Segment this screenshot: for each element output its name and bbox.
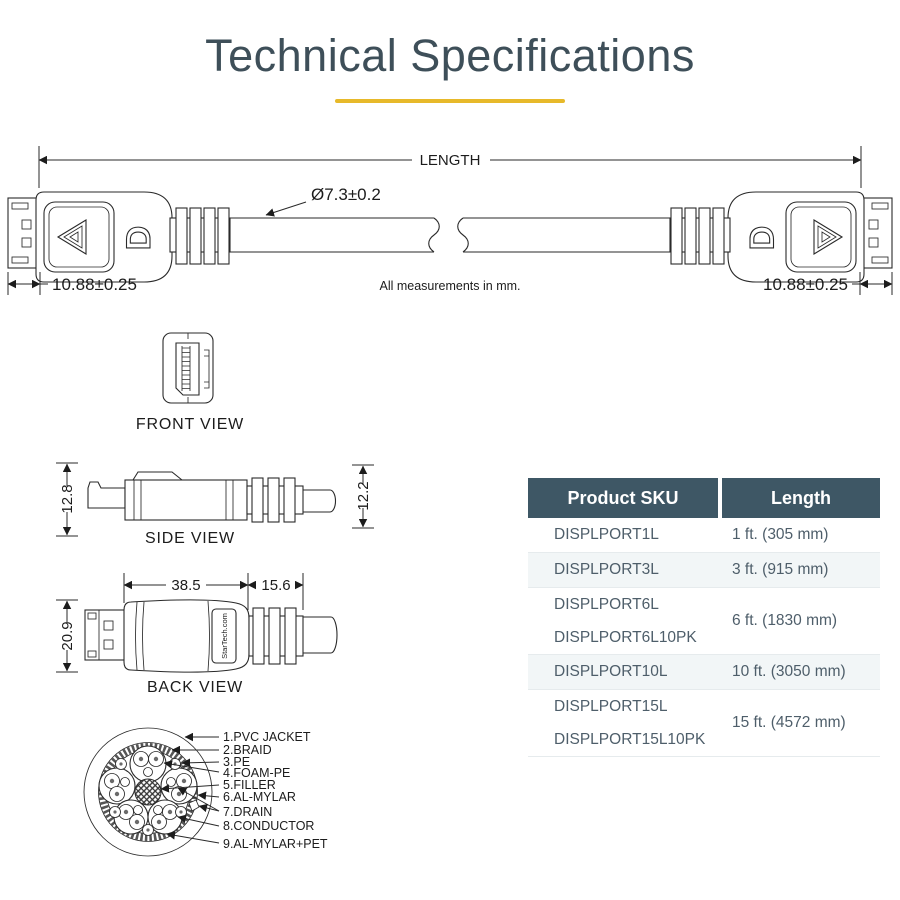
back-height-label: 20.9 [59,621,76,651]
cable-cross-section [84,728,328,856]
sku-value: DISPLPORT15L [554,697,668,715]
accent-divider [335,99,565,103]
label-filler: 5.FILLER [223,778,276,792]
label-drain: 7.DRAIN [223,805,273,819]
brand-label: StarTech.com [220,613,229,659]
back-relief-length-label: 15.6 [261,577,291,594]
table-row [528,588,880,655]
cable-dimension-diagram [0,128,900,303]
sku-value: DISPLPORT15L10PK [554,730,706,748]
diameter-callout [266,185,381,215]
side-view-label: SIDE VIEW [145,530,235,547]
side-height-left-label: 12.8 [59,484,76,514]
length-label: LENGTH [419,152,481,169]
displayport-connector-right [670,192,892,282]
sku-value: DISPLPORT6L [554,595,659,613]
length-value: 15 ft. (4572 mm) [732,714,846,731]
length-value: 6 ft. (1830 mm) [732,612,838,629]
connector-width-right-label: 10.88±0.25 [763,275,848,294]
cross-section-labels [223,730,328,851]
page-title: Technical Specifications [205,30,695,81]
table-row [528,655,880,690]
label-al-mylar-pet: 9.AL-MYLAR+PET [223,837,328,851]
back-view-label: BACK VIEW [146,679,244,696]
label-pe: 3.PE [223,755,251,769]
sku-table [528,478,880,757]
length-value: 1 ft. (305 mm) [732,526,829,543]
length-dimension [39,146,861,188]
length-value: 3 ft. (915 mm) [732,561,829,578]
label-pvc-jacket: 1.PVC JACKET [223,730,311,744]
front-view [136,333,244,433]
front-view-label: FRONT VIEW [135,416,245,433]
sku-value: DISPLPORT1L [554,526,659,543]
table-row [528,690,880,757]
displayport-connector-left [8,192,230,282]
side-height-right-label: 12.2 [355,481,372,511]
connector-width-dimension-right [763,272,892,295]
label-braid: 2.BRAID [223,743,272,757]
sku-value: DISPLPORT10L [554,663,668,680]
strain-relief [170,208,230,264]
diameter-label: Ø7.3±0.2 [311,185,381,204]
sku-table-header [528,478,880,518]
label-foam-pe: 4.FOAM-PE [223,766,291,780]
col-header-product-sku: Product SKU [528,478,718,518]
connector-views-diagram [0,300,450,900]
cable-run [229,218,671,252]
dp-monogram: D [120,225,158,251]
center-filler [135,779,161,805]
label-al-mylar: 6.AL-MYLAR [223,790,296,804]
back-body-length-label: 38.5 [171,577,201,594]
table-row [528,553,880,588]
table-row [528,518,880,553]
length-value: 10 ft. (3050 mm) [732,663,846,680]
sku-value: DISPLPORT3L [554,561,659,578]
sku-value: DISPLPORT6L10PK [554,628,697,646]
back-view [56,573,337,696]
units-note: All measurements in mm. [379,279,521,293]
label-conductor: 8.CONDUCTOR [223,819,315,833]
side-view [56,463,374,547]
col-header-length: Length [722,478,880,518]
connector-width-left-label: 10.88±0.25 [52,275,137,294]
connector-width-dimension-left [8,272,137,295]
